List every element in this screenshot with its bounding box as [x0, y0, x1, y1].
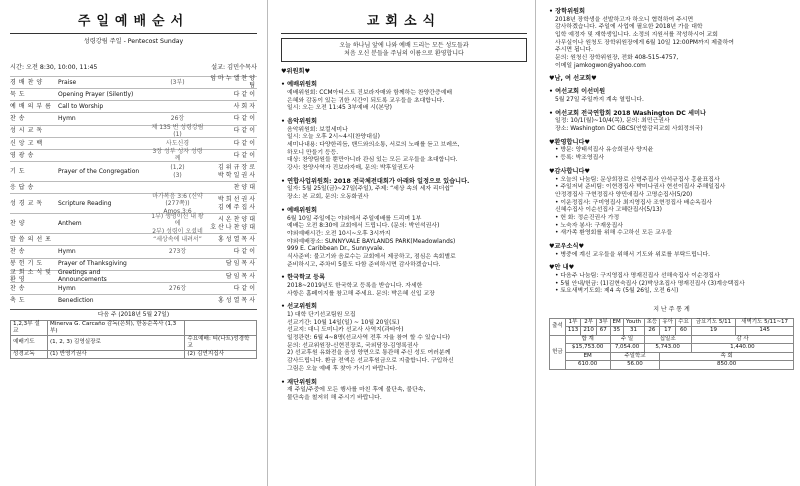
order-item-cell — [58, 148, 205, 163]
attendance-header: 유아 — [660, 318, 676, 327]
next-week-cell: 성경교독 — [11, 350, 48, 358]
order-detail-text: (1,2) — [170, 164, 185, 172]
section-heading: • 여선교회 이선미원 — [549, 88, 606, 96]
order-name: 경배찬양 — [10, 78, 46, 86]
order-detail — [150, 248, 205, 256]
section-line: • 주일저녁 준비팀: 이현경집사 박미나권사 현선이집사 주해일집사 — [555, 184, 726, 191]
attendance-value: 26 — [644, 327, 660, 336]
announcement-sections — [549, 8, 794, 296]
section-line: 일정: 10/1(월)~10/4(목), 문의: 최민근권사 — [555, 118, 670, 125]
order-leader: 호산나찬양대 — [210, 223, 257, 231]
offering-label: 헌금 — [550, 335, 566, 369]
order-row — [10, 233, 257, 245]
attendance-header: 금요기도 5/11 — [691, 318, 735, 327]
news-section — [281, 178, 527, 202]
news-column — [267, 0, 535, 486]
order-name: 찬송 — [10, 248, 28, 256]
section-heading: ♥감사합니다♥ — [549, 167, 590, 175]
order-item: Hymn — [58, 248, 76, 256]
order-item: Greetings and Announcements — [58, 268, 107, 284]
welcome-line: 처음 오신 분들을 주님의 이름으로 환영합니다 — [344, 50, 464, 58]
order-item-cell — [58, 285, 205, 293]
section-line: 문의: 선교위원장-신현진장로, 국외담장-김영록권사 — [287, 342, 419, 349]
next-week-table — [10, 320, 257, 359]
section-line: 신혜수집사 이순선집사 고혜란집사(5/13) — [555, 207, 662, 214]
next-week-cell: (2) 김연지집사 — [185, 350, 257, 358]
stats-table — [549, 318, 794, 370]
order-name: 찬양 — [10, 220, 28, 227]
order-item: Opening Prayer (Silently) — [58, 90, 134, 98]
order-leader-cell — [205, 75, 257, 90]
section-line: 야외예배장소: SUNNYVALE BAYLANDS PARK(Meadowlands) — [287, 238, 456, 245]
order-item-cell — [58, 124, 205, 139]
section-line: 은혜와 감동이 있는 귀한 시간이 되도록 교우들을 초대합니다. — [287, 97, 445, 104]
section-line: 2018년 장학생을 선발하고자 하오니 협력하여 주시면 — [555, 16, 694, 23]
section-line: 5월 27일 주일까지 계속 열립니다. — [555, 96, 644, 103]
attendance-value-row — [550, 327, 794, 336]
offering-header: 합 계 — [565, 335, 610, 344]
news-section — [549, 168, 794, 238]
attendance-header: 수요 — [676, 318, 692, 327]
order-leader-cell — [205, 127, 257, 135]
order-detail-text: 제 135 번 성령강림(1) — [151, 123, 204, 139]
next-week-cell: 수요예배: 티(나트)성경학교 — [185, 335, 257, 350]
order-list — [10, 76, 257, 307]
attendance-label: 출석 — [550, 318, 566, 335]
offering-header-row — [550, 335, 794, 344]
order-leader: 사회자 — [233, 102, 257, 110]
section-line: 999 E. Caribbean Dr., Sunnyvale. — [287, 246, 385, 253]
order-leader: 다같이 — [233, 115, 257, 123]
section-line: 선교기간: 10월 14일(일) ~ 10월 20일(토) — [287, 319, 400, 326]
order-row — [10, 245, 257, 257]
news-section — [281, 379, 527, 403]
order-leader: 다같이 — [233, 139, 257, 147]
order-detail — [150, 79, 205, 87]
attendance-header: EM — [610, 318, 623, 327]
order-name: 성시교독 — [10, 127, 46, 135]
offering-value: 7,054.00 — [610, 344, 644, 353]
order-name: 신앙고백 — [10, 139, 46, 147]
section-line: 6월 10일 주일에는 야외에서 주일예배를 드리며 1부 — [287, 215, 422, 222]
section-line: 세미나내용: 다양한리듬, 밴드와의소통, 서로의 노래를 듣고 브레쓰, — [287, 142, 460, 149]
order-leader-cell — [205, 184, 257, 192]
offering-header: 주일학교 — [610, 352, 660, 361]
section-heading: ♥남, 여 선교회♥ — [549, 75, 597, 83]
attendance-value: 17 — [660, 327, 676, 336]
order-detail — [150, 213, 205, 236]
section-line: • 5월 안내/헌금: (1)김현숙집사 (2)박상초집사 명재진집사 (3)계승택집사 — [555, 280, 745, 287]
next-week-row — [11, 350, 257, 358]
section-heading: • 예배위원회 — [281, 206, 317, 214]
attendance-value: 31 — [623, 327, 644, 336]
section-line: 입학 예정자 및 재학생입니다. 소정의 지원서를 작성하시어 교회 — [555, 32, 718, 39]
attendance-header: 새벽기도 5/11~17 — [736, 318, 794, 327]
section-line: 예배위원회: CCM아티스트 진보라자매와 함께하는 찬양간증예배 — [287, 89, 453, 96]
order-leader: 시온찬양대 — [218, 216, 257, 224]
attendance-header: 초등 — [644, 318, 660, 327]
order-detail-text: 273장 — [168, 248, 187, 256]
section-line: • 병중에 계신 교우들을 위해서 기도와 위로를 부탁드립니다. — [555, 251, 711, 258]
order-name: 예배의부름 — [10, 102, 54, 110]
title-divider — [281, 33, 527, 34]
section-heading: • 장학위원회 — [549, 8, 585, 15]
order-item-cell — [58, 269, 205, 284]
attendance-value: 210 — [581, 327, 597, 336]
order-detail-text: (3부) — [170, 78, 185, 86]
order-leader: 김위규장로 — [218, 164, 257, 172]
order-leader: 다같이 — [233, 127, 257, 135]
service-time-row — [10, 64, 257, 72]
order-name: 영광송 — [10, 151, 37, 159]
section-line: 1) 대학 단기선교팀원 모집 — [287, 312, 356, 319]
service-subtitle: 성령강림 주일 - Pentecost Sunday — [83, 38, 184, 46]
news-sections — [281, 68, 527, 402]
offering-value-row — [550, 344, 794, 353]
order-name: 봉헌기도 — [10, 260, 46, 268]
order-item-cell — [58, 236, 205, 244]
order-name: 묵도 — [10, 90, 28, 98]
attendance-value: 35 — [610, 327, 623, 336]
order-name: 기도 — [10, 167, 28, 175]
section-heading: ♥안 내♥ — [549, 264, 575, 272]
attendance-header: 2부 — [581, 318, 597, 327]
order-row — [10, 270, 257, 282]
section-line: • 새가족 환영회를 위해 수고하신 모든 교우들 — [555, 230, 673, 237]
order-row — [10, 213, 257, 233]
section-heading: • 연합사업위원회: 2018 전국체전대회가 아래와 일정으로 있습니다. — [281, 177, 470, 185]
order-leader: 박희선권사 — [218, 196, 257, 204]
order-row — [10, 193, 257, 213]
order-leader-cell — [205, 297, 257, 305]
attendance-value: 145 — [736, 327, 794, 336]
attendance-value: 113 — [565, 327, 581, 336]
order-leader: 홍성열목사 — [218, 236, 257, 244]
order-item-cell — [58, 115, 205, 123]
offering-value: $15,753.00 — [565, 344, 610, 353]
order-leader: 김예주집사 — [218, 203, 257, 211]
section-line: • 오늘의 나눔팀: 문상희장로 신영주집사 안석규집사 홍윤표집사 — [555, 176, 720, 183]
attendance-value: 60 — [676, 327, 692, 336]
order-item: Hymn — [58, 115, 76, 123]
next-week-cell — [185, 320, 257, 335]
section-line: 일시: 오늘 오후 2시~4시(찬양대실) — [287, 134, 380, 141]
section-heading: ♥환영합니다♥ — [549, 138, 590, 146]
order-leader: 다같이 — [233, 151, 257, 159]
news-title: 교회소식 — [366, 14, 442, 29]
order-name: 말씀의선포 — [10, 236, 54, 244]
order-detail-text: 26장 — [170, 115, 185, 123]
section-line: 하모니 만들기 등등. — [287, 149, 339, 156]
section-line: • 이운정집사: 구미영집사 최지영집사 조현정집사 배순옥집사 — [555, 199, 713, 206]
order-row — [10, 149, 257, 161]
section-line: 강사: 찬양사역자 진보라자매, 문의: 박후일권도사 — [287, 165, 415, 172]
order-leader: 담임목사 — [225, 272, 257, 280]
order-name: 교회소식및환영 — [10, 268, 54, 284]
offering-header: EM — [565, 352, 610, 361]
next-week-cell: Minerva G. Carcaño 감독(은퇴), 한동순목사 (1,3부) — [47, 320, 184, 335]
attendance-header: Youth — [623, 318, 644, 327]
stats-title: 지 난 주 통 계 — [653, 306, 690, 314]
next-week-title: 다음 주 (2018년 5월 27일) — [10, 309, 257, 319]
order-leader-cell — [205, 248, 257, 256]
section-heading: ♥교우소식♥ — [549, 242, 585, 250]
order-row — [10, 181, 257, 193]
order-detail — [150, 148, 205, 163]
order-name: 찬송 — [10, 115, 28, 123]
order-item: Prayer of the Congregation — [58, 167, 140, 175]
order-leader-cell — [205, 285, 257, 293]
order-item: Hymn — [58, 284, 76, 292]
news-section — [549, 139, 794, 163]
order-item-cell — [58, 91, 205, 99]
order-name: 축도 — [10, 297, 28, 305]
section-line: 장소: 본 교회, 문의: 오동화권사 — [287, 194, 369, 201]
order-detail — [150, 236, 205, 244]
order-detail — [150, 164, 205, 179]
offering-header: 주 일 — [610, 335, 644, 344]
news-section — [549, 75, 794, 83]
section-line: 감사하겠습니다. 주일에 사업에 필요한 2018년 가을 대학 — [555, 24, 703, 31]
order-item: Praise — [58, 78, 77, 86]
news-section — [549, 243, 794, 259]
section-line: 대상: 찬양팀원들 뿐만아니라 관심 있는 모든 교우들을 초대합니다. — [287, 157, 458, 164]
next-week-cell: 1,2,3부 설교 — [11, 320, 48, 335]
service-time: 시간: 오전 8:30, 10:00, 11:45 — [10, 64, 98, 71]
order-leader-cell — [205, 273, 257, 281]
news-section — [549, 8, 794, 70]
section-line: 물단속을 철저히 해 주시기 바랍니다. — [287, 394, 382, 401]
section-line: 장소: Washington DC GBCS(연합감리교회 사회정의국) — [555, 126, 703, 133]
order-item: Anthem — [58, 220, 82, 227]
order-detail — [150, 124, 205, 139]
order-detail-text: 276장 — [168, 284, 187, 292]
order-row — [10, 100, 257, 112]
section-line: 일자: 5월 25일(금)~27일(주일), 주제: “세상 속의 세자 리더쉽” — [287, 186, 454, 193]
order-row — [10, 125, 257, 137]
order-detail-text: 1부) 생명이신 내 왕에 — [151, 212, 204, 227]
next-week-row — [11, 320, 257, 335]
news-section — [281, 68, 527, 76]
section-line: 사무실이나 원청도 장학위원장에게 6월 10일 12:00PM까지 제출하여 — [555, 39, 734, 46]
order-detail-text: (3) — [173, 171, 182, 179]
order-leader-cell — [205, 216, 257, 231]
order-item-cell — [58, 79, 205, 87]
welcome-line: 오늘 하나님 앞에 나와 예배 드리는 모든 성도들과 — [339, 42, 469, 50]
news-section — [549, 264, 794, 296]
order-item-cell — [58, 297, 205, 305]
order-row — [10, 161, 257, 181]
order-name: 찬송 — [10, 284, 28, 292]
offering-value: 1,440.00 — [691, 344, 793, 353]
section-line: • 헌 화: 정순진권사 가정 — [555, 214, 620, 221]
next-week-row — [11, 335, 257, 350]
section-line: 식사준비: 불고기와 음료수는 교회에서 제공하고, 점심은 속회별로 — [287, 253, 456, 260]
order-item-cell — [58, 213, 205, 236]
section-line: 재 주일/주중에 모든 행사를 마친 후에 불단속, 불단속, — [287, 387, 426, 394]
order-leader: 찬양대 — [233, 183, 257, 191]
offering-value: 850.00 — [660, 361, 794, 370]
section-line: 준비하시고, 주차비 5불도 다함 준비하시면 감사하겠습니다. — [287, 261, 441, 268]
section-line: 감사드립니다. 환금 전액은 선교후원금으로 지출합니다. 구입하신 — [287, 358, 454, 365]
order-item-cell — [58, 103, 205, 111]
worship-order-column — [0, 0, 267, 486]
order-leader-cell — [205, 115, 257, 123]
section-line: 2018~2019년도 한국학교 등록을 받습니다. 자세한 — [287, 283, 423, 290]
section-line: • 다음주 나눔팀: 구지영집사 명재진집사 선해숙집사 이순경집사 — [555, 273, 720, 280]
section-heading: • 여선교회 전국연합회 2018 Washington DC 세미나 — [549, 109, 706, 117]
title-divider — [10, 33, 257, 34]
order-detail-text: “세상속에 내려서” — [153, 236, 202, 244]
order-leader: 다같이 — [233, 284, 257, 292]
order-leader-cell — [205, 164, 257, 179]
order-item-cell — [58, 248, 205, 256]
section-heading: ♥위원회♥ — [281, 68, 311, 76]
section-heading: • 한국학교 등록 — [281, 274, 326, 282]
offering-header-row — [550, 352, 794, 361]
section-heading: • 음악위원회 — [281, 117, 317, 125]
order-item: Call to Worship — [58, 102, 104, 110]
worship-order-title: 주일예배순서 — [77, 14, 190, 29]
order-leader-cell — [205, 103, 257, 111]
attendance-value: 67 — [596, 327, 610, 336]
section-line: 2) 선교후원 유화전을 음성 양면으로 통관해 주신 성도 여러분께 — [287, 350, 451, 357]
order-name: 응답송 — [10, 183, 37, 191]
section-heading: • 재단위원회 — [281, 378, 317, 386]
section-line: 사항은 홈페이지를 참고해 주세요. 문의: 박은혜 신입 교장 — [287, 290, 435, 297]
offering-value: 5,743.00 — [644, 344, 691, 353]
announcements-column — [535, 0, 800, 486]
order-leader-cell — [205, 236, 257, 244]
order-leader-cell — [205, 152, 257, 160]
welcome-banner — [281, 38, 527, 62]
next-week-cell: 예배기도 — [11, 335, 48, 350]
order-leader: 임마누엘찬양팀 — [210, 74, 257, 90]
offering-header: 감 사 — [691, 335, 793, 344]
order-leader: 다같이 — [233, 90, 257, 98]
section-line: 음악위원회: 보컬세미나 — [287, 126, 348, 133]
offering-header: 십일조 — [644, 335, 691, 344]
order-item-cell — [58, 140, 205, 148]
order-detail — [150, 115, 205, 123]
section-line: 예배는 오전 8:30에 교회에서 드립니다. (문의: 박인석권사) — [287, 223, 440, 230]
order-detail — [150, 140, 205, 148]
order-item-cell — [58, 260, 205, 268]
order-leader-cell — [205, 196, 257, 211]
section-line: • 방문: 양태석집사 유승희권사 양지윤 — [555, 147, 654, 154]
order-leader: 담임목사 — [225, 260, 257, 268]
next-week-cell: (1) 반영기권사 — [47, 350, 184, 358]
order-name: 성경교독 — [10, 200, 46, 207]
order-row — [10, 294, 257, 306]
section-line: 그림은 오늘 예배 후 찾아 가시기 바랍니다. — [287, 365, 397, 372]
order-leader: 박학일권사 — [218, 171, 257, 179]
attendance-value: 19 — [691, 327, 735, 336]
order-leader-cell — [205, 260, 257, 268]
order-detail-text: 2부) 성령이 오셨네 — [152, 227, 203, 235]
order-detail-text: 사도신경 — [165, 139, 190, 147]
order-detail-text: 마가복음 3:6 (신약 (277쪽)) — [152, 192, 203, 207]
order-leader-cell — [205, 91, 257, 99]
section-line: 문의: 원청신 장학위원장, 전화 408-515-4757, — [555, 55, 679, 62]
section-heading: • 예배위원회 — [281, 81, 317, 89]
offering-value-row — [550, 361, 794, 370]
news-section — [281, 274, 527, 298]
news-section — [549, 110, 794, 134]
order-item-cell — [58, 164, 205, 179]
order-leader: 다같이 — [233, 248, 257, 256]
section-line: 선교지: 대니 도미니카 선교사 사역지(과타아) — [287, 327, 404, 334]
offering-header: 속 회 — [660, 352, 794, 361]
section-line: 안정경집사 구현정집사 양민애집사 고명순집사(5/20) — [555, 191, 693, 198]
order-item: Prayer of Thanksgiving — [58, 260, 127, 268]
order-row — [10, 76, 257, 88]
section-line: 주시면 됩니다. — [555, 47, 593, 54]
news-section — [549, 88, 794, 104]
attendance-header-row — [550, 318, 794, 327]
order-item: Scripture Reading — [58, 200, 112, 207]
section-line: • 토요새벽기도회: 제4 속 (5월 26일, 오전 6시) — [555, 288, 679, 295]
attendance-header: 1부 — [565, 318, 581, 327]
section-line: • 등록: 박조영집사 — [555, 155, 605, 162]
next-week-cell: (1, 2, 3) 김영실장로 — [47, 335, 184, 350]
news-section — [281, 118, 527, 173]
news-section — [281, 207, 527, 269]
news-section — [281, 303, 527, 373]
offering-value: 56.00 — [610, 361, 660, 370]
news-section — [281, 81, 527, 113]
section-line: 일정관련: 6월 4~8명(선교사역 전후 자율 참여 할 수 있습니다) — [287, 335, 450, 342]
section-line: 이메일 jamkogwon@yahoo.com — [555, 62, 646, 69]
section-line: 일시: 오는 오전 11:45 3부예배 시(본당) — [287, 105, 392, 112]
section-line: • 노숙자 봉사: 구재웅집사 — [555, 222, 623, 229]
sermon-preacher: 설교: 김민수목사 — [211, 64, 257, 71]
attendance-header: 3부 — [596, 318, 610, 327]
order-leader-cell — [205, 140, 257, 148]
order-leader: 홍성열목사 — [218, 297, 257, 305]
order-detail — [150, 285, 205, 293]
section-heading: • 선교위원회 — [281, 303, 317, 311]
offering-value: 610.00 — [565, 361, 610, 370]
section-line: 야외예배시간: 오전 10시~오후 3시까지 — [287, 230, 391, 237]
order-detail-text: 3장 성부 성자 성령께 — [152, 147, 203, 163]
order-item: Benediction — [58, 297, 94, 305]
order-detail-text: Amos 3:6 — [163, 207, 192, 215]
